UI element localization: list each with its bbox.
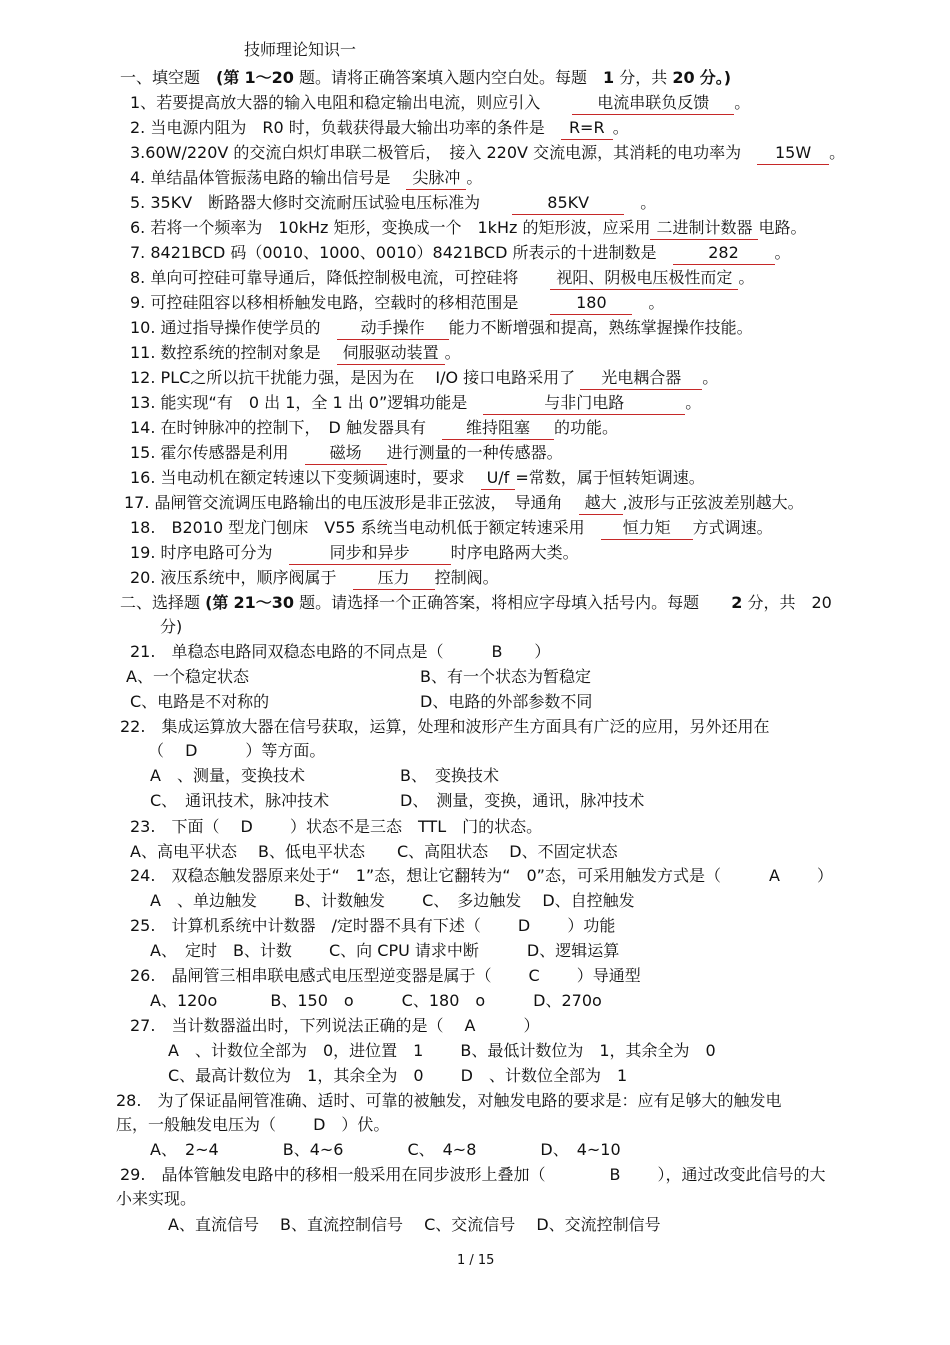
choice-option[interactable]: C、 通讯技术，脉冲技术 bbox=[150, 791, 330, 810]
choice-question-cont: 小来实现。 bbox=[116, 1189, 197, 1208]
answer-blank[interactable]: 压力 bbox=[353, 568, 435, 588]
question-text: B2010 型龙门刨床 V55 系统当电动机低于额定转速采用 bbox=[171, 518, 585, 537]
answer-blank[interactable]: 282 bbox=[673, 243, 775, 263]
question-text: 进行测量的一种传感器。 bbox=[386, 443, 563, 462]
question-text: 当电源内阻为 R0 时，负载获得最大输出功率的条件是 bbox=[150, 118, 545, 137]
question-text: 时序电路两大类。 bbox=[450, 543, 579, 562]
answer-blank[interactable]: 恒力矩 bbox=[601, 518, 693, 538]
choice-question: 22. 集成运算放大器在信号获取，运算，处理和波形产生方面具有广泛的应用，另外还用在 bbox=[120, 717, 770, 736]
question-number: 10. bbox=[130, 318, 156, 337]
section-2-label: 二、选择题 bbox=[120, 593, 201, 612]
section-2-text: 分，共 20 bbox=[747, 593, 832, 612]
question-number: 20. bbox=[130, 568, 156, 587]
question-text: 时序电路可分为 bbox=[160, 543, 273, 562]
choice-option[interactable]: C、电路是不对称的 bbox=[130, 692, 270, 711]
fill-question bbox=[130, 443, 563, 463]
question-number: 2. bbox=[130, 118, 146, 137]
section-1-points: 1 bbox=[602, 68, 615, 87]
fill-question bbox=[130, 343, 461, 363]
section-1-text: 题。请将正确答案填入题内空白处。每题 bbox=[298, 68, 587, 87]
section-2-points: 2 bbox=[731, 593, 743, 612]
choice-options[interactable]: A 、计数位全部为 0，进位置 1 B、最低计数位为 1，其余全为 0 bbox=[168, 1041, 716, 1060]
fill-question bbox=[130, 118, 629, 138]
question-number: 17. bbox=[124, 493, 150, 512]
choice-question-cont: （ D ）等方面。 bbox=[148, 741, 326, 760]
question-text: 。 bbox=[774, 243, 791, 262]
section-1-range: 1～20 bbox=[244, 68, 294, 87]
question-number: 3. bbox=[130, 143, 146, 162]
choice-question: 29. 晶体管触发电路中的移相一般采用在同步波形上叠加（ B ），通过改变此信号的大 bbox=[120, 1165, 826, 1184]
question-text: 液压系统中，顺序阀属于 bbox=[160, 568, 337, 587]
choice-question-cont: 压，一般触发电压为（ D ）伏。 bbox=[116, 1115, 390, 1134]
section-1-text: 分，共 bbox=[619, 68, 668, 87]
fill-question bbox=[130, 468, 705, 488]
question-text: ,波形与正弦波差别越大。 bbox=[622, 493, 804, 512]
question-number: 15. bbox=[130, 443, 156, 462]
choice-options[interactable]: A、高电平状态 B、低电平状态 C、高阻状态 D、不固定状态 bbox=[130, 842, 618, 861]
question-text: 的功能。 bbox=[553, 418, 618, 437]
choice-options[interactable]: A、直流信号 B、直流控制信号 C、交流信号 D、交流控制信号 bbox=[168, 1215, 661, 1234]
answer-blank[interactable]: 视阳、阴极电压极性而定 bbox=[550, 268, 738, 288]
question-number: 8. bbox=[130, 268, 146, 287]
answer-blank[interactable]: 15W bbox=[757, 143, 829, 163]
section-1-text: (第 bbox=[216, 68, 240, 87]
answer-blank[interactable]: U/f bbox=[481, 468, 516, 488]
question-text: 60W/220V 的交流白炽灯串联二极管后， 接入 220V 交流电源，其消耗的电功率为 bbox=[145, 143, 742, 162]
question-text: 单结晶体管振荡电路的输出信号是 bbox=[150, 168, 391, 187]
choice-question: 24. 双稳态触发器原来处于“ 1”态，想让它翻转为“ 0”态，可采用触发方式是（ A ） bbox=[130, 866, 833, 885]
choice-options[interactable]: C、最高计数位为 1，其余全为 0 D 、计数位全部为 1 bbox=[168, 1066, 628, 1085]
fill-question bbox=[130, 393, 701, 413]
choice-question: 21. 单稳态电路同双稳态电路的不同点是（ B ） bbox=[130, 642, 551, 661]
choice-option[interactable]: A 、测量，变换技术 bbox=[150, 766, 305, 785]
question-text: 。 bbox=[466, 168, 483, 187]
question-text: 。 bbox=[829, 143, 846, 162]
question-number: 9. bbox=[130, 293, 146, 312]
question-number: 14. bbox=[130, 418, 156, 437]
question-text: 。 bbox=[640, 193, 657, 212]
question-number: 16. bbox=[130, 468, 156, 487]
answer-blank[interactable]: 二进制计数器 bbox=[650, 218, 758, 238]
choice-option[interactable]: A、一个稳定状态 bbox=[126, 667, 249, 686]
question-number: 5. bbox=[130, 193, 146, 212]
section-1-heading bbox=[120, 68, 731, 88]
choice-options[interactable]: A、120o B、150 o C、180 o D、270o bbox=[150, 991, 602, 1010]
answer-blank[interactable]: R=R bbox=[561, 118, 613, 138]
choice-option[interactable]: D、电路的外部参数不同 bbox=[420, 692, 593, 711]
question-text: PLC之所以抗干扰能力强，是因为在 I/O 接口电路采用了 bbox=[160, 368, 576, 387]
question-text: 。 bbox=[612, 118, 629, 137]
question-number: 18. bbox=[130, 518, 156, 537]
answer-blank[interactable]: 越大 bbox=[579, 493, 623, 513]
answer-blank[interactable]: 电流串联负反馈 bbox=[572, 93, 734, 113]
choice-option[interactable]: B、有一个状态为暂稳定 bbox=[420, 667, 591, 686]
answer-blank[interactable]: 伺服驱动装置 bbox=[337, 343, 445, 363]
question-text: 可控硅阻容以移相桥触发电路，空载时的移相范围是 bbox=[150, 293, 519, 312]
choice-question: 26. 晶闸管三相串联电感式电压型逆变器是属于（ C ）导通型 bbox=[130, 966, 641, 985]
answer-blank[interactable]: 180 bbox=[550, 293, 632, 313]
question-text: 8421BCD 码（0010、1000、0010）8421BCD 所表示的十进制数是 bbox=[150, 243, 657, 262]
fill-question bbox=[130, 243, 791, 263]
choice-options[interactable]: A、 定时 B、计数 C、向 CPU 请求中断 D、逻辑运算 bbox=[150, 941, 620, 960]
question-text: 能实现“有 0 出 1，全 1 出 0”逻辑功能是 bbox=[160, 393, 468, 412]
question-text: 霍尔传感器是利用 bbox=[160, 443, 289, 462]
fill-question bbox=[130, 93, 750, 113]
fill-question bbox=[130, 168, 482, 188]
page-number: 1 / 15 bbox=[457, 1253, 495, 1268]
fill-question bbox=[130, 518, 773, 538]
question-text: 通过指导操作使学员的 bbox=[160, 318, 321, 337]
question-text: 。 bbox=[685, 393, 702, 412]
question-text: 能力不断增强和提高，熟练掌握操作技能。 bbox=[448, 318, 753, 337]
section-2-text: (第 bbox=[205, 593, 229, 612]
question-text: 电路。 bbox=[758, 218, 807, 237]
choice-option[interactable]: D、 测量，变换，通讯，脉冲技术 bbox=[400, 791, 645, 810]
question-number: 13. bbox=[130, 393, 156, 412]
question-number: 1、 bbox=[130, 93, 157, 112]
question-text: 。 bbox=[648, 293, 665, 312]
section-2-heading bbox=[120, 593, 832, 613]
fill-question bbox=[130, 293, 664, 313]
section-2-text: 题。请选择一个正确答案，将相应字母填入括号内。每题 bbox=[299, 593, 700, 612]
section-2-heading-cont: 分) bbox=[160, 617, 183, 636]
page-title: 技师理论知识一 bbox=[244, 40, 357, 59]
question-text: 若要提高放大器的输入电阻和稳定输出电流，则应引入 bbox=[156, 93, 541, 112]
question-text: =常数，属于恒转矩调速。 bbox=[515, 468, 705, 487]
question-number: 12. bbox=[130, 368, 156, 387]
question-text: 。 bbox=[702, 368, 719, 387]
choice-question: 25. 计算机系统中计数器 /定时器不具有下述（ D ）功能 bbox=[130, 916, 616, 935]
fill-question bbox=[130, 318, 753, 338]
answer-blank[interactable]: 尖脉冲 bbox=[406, 168, 466, 188]
choice-question: 27. 当计数器溢出时，下列说法正确的是（ A ） bbox=[130, 1016, 540, 1035]
fill-question bbox=[130, 543, 579, 563]
question-text: 。 bbox=[738, 268, 755, 287]
fill-question bbox=[130, 268, 754, 288]
answer-blank[interactable]: 动手操作 bbox=[337, 318, 449, 338]
question-text: 方式调速。 bbox=[692, 518, 773, 537]
answer-blank[interactable]: 维持阻塞 bbox=[442, 418, 554, 438]
question-number: 4. bbox=[130, 168, 146, 187]
fill-question bbox=[130, 193, 656, 213]
answer-blank[interactable]: 磁场 bbox=[305, 443, 387, 463]
question-text: 数控系统的控制对象是 bbox=[160, 343, 321, 362]
question-text: 。 bbox=[734, 93, 751, 112]
question-number: 6. bbox=[130, 218, 146, 237]
section-1-total: 20 bbox=[672, 68, 695, 87]
fill-question bbox=[124, 493, 804, 513]
question-text: 在时钟脉冲的控制下， D 触发器具有 bbox=[160, 418, 426, 437]
answer-blank[interactable]: 光电耦合器 bbox=[580, 368, 702, 388]
fill-question bbox=[130, 568, 499, 588]
choice-question: 23. 下面（ D ）状态不是三态 TTL 门的状态。 bbox=[130, 817, 543, 836]
choice-question: 28. 为了保证晶闸管准确、适时、可靠的被触发，对触发电路的要求是：应有足够大的触发电 bbox=[116, 1091, 782, 1110]
question-text: 35KV 断路器大修时交流耐压试验电压标准为 bbox=[150, 193, 481, 212]
question-number: 11. bbox=[130, 343, 156, 362]
fill-question bbox=[130, 368, 718, 388]
section-2-range: 21～30 bbox=[233, 593, 295, 612]
section-1-label: 一、填空题 bbox=[120, 68, 201, 87]
question-text: 单向可控硅可靠导通后，降低控制极电流，可控硅将 bbox=[150, 268, 519, 287]
question-text: 当电动机在额定转速以下变频调速时，要求 bbox=[160, 468, 465, 487]
fill-question bbox=[130, 143, 845, 163]
fill-question bbox=[130, 418, 618, 438]
question-number: 7. bbox=[130, 243, 146, 262]
answer-blank[interactable]: 与非门电路 bbox=[483, 393, 685, 413]
section-1-text: 分。) bbox=[699, 68, 732, 87]
question-text: 。 bbox=[444, 343, 461, 362]
question-text: 晶闸管交流调压电路输出的电压波形是非正弦波， 导通角 bbox=[154, 493, 563, 512]
choice-options[interactable]: A 、单边触发 B、计数触发 C、 多边触发 D、自控触发 bbox=[150, 891, 635, 910]
question-number: 19. bbox=[130, 543, 156, 562]
question-text: 若将一个频率为 10kHz 矩形，变换成一个 1kHz 的矩形波，应采用 bbox=[150, 218, 651, 237]
fill-question bbox=[130, 218, 807, 238]
question-text: 控制阀。 bbox=[434, 568, 499, 587]
choice-option[interactable]: B、 变换技术 bbox=[400, 766, 499, 785]
answer-blank[interactable]: 85KV bbox=[512, 193, 624, 213]
choice-options[interactable]: A、 2~4 B、4~6 C、 4~8 D、 4~10 bbox=[150, 1140, 621, 1159]
answer-blank[interactable]: 同步和异步 bbox=[289, 543, 451, 563]
